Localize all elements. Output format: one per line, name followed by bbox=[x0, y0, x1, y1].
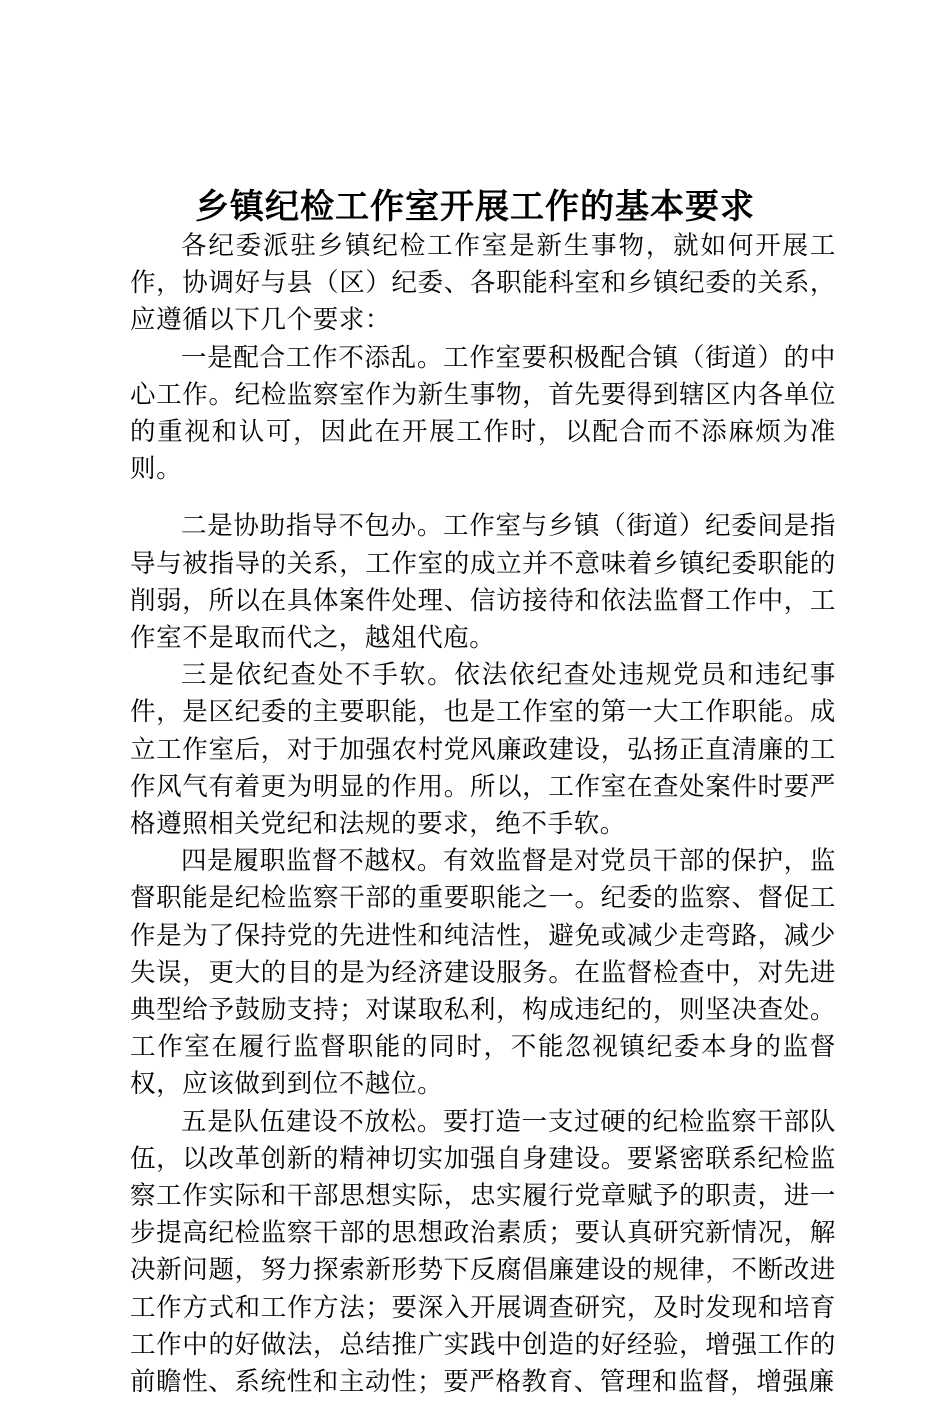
paragraph-requirement-2: 二是协助指导不包办。工作室与乡镇（街道）纪委间是指导与被指导的关系，工作室的成立并不意味着乡镇纪委职能的削弱，所以在具体案件处理、信访接待和依法监督工作中，工作室不是取而代之，越俎代庖。 bbox=[130, 511, 836, 654]
paragraph-requirement-4: 四是履职监督不越权。有效监督是对党员干部的保护，监督职能是纪检监察干部的重要职能之一。纪委的监察、督促工作是为了保持党的先进性和纯洁性，避免或减少走弯路，减少失误，更大的目的是为经济建设服务。在监督检查中，对先进典型给予鼓励支持；对谋取私利，构成违纪的，则坚决查处。工作室在履行监督职能的同时，不能忽视镇纪委本身的监督权，应该做到到位不越位。 bbox=[130, 846, 836, 1100]
document-title: 乡镇纪检工作室开展工作的基本要求 bbox=[195, 187, 755, 227]
paragraph-requirement-1: 一是配合工作不添乱。工作室要积极配合镇（街道）的中心工作。纪检监察室作为新生事物，首先要得到辖区内各单位的重视和认可，因此在开展工作时，以配合而不添麻烦为准则。 bbox=[130, 342, 836, 485]
paragraph-requirement-5: 五是队伍建设不放松。要打造一支过硬的纪检监察干部队伍，以改革创新的精神切实加强自身建设。要紧密联系纪检监察工作实际和干部思想实际，忠实履行党章赋予的职责，进一步提高纪检监察干部的思想政治素质；要认真研究新情况，解决新问题，努力探索新形势下反腐倡廉建设的规律，不断改进工作方式和工作方法；要深入开展调查研究，及时发现和培育工作中的好做法，总结推广实践中创造的好经验，增强工作的前瞻性、系统性和主动性；要严格教育、管理和监督，增强廉 bbox=[130, 1106, 836, 1398]
paragraph-intro: 各纪委派驻乡镇纪检工作室是新生事物，就如何开展工作，协调好与县（区）纪委、各职能科室和乡镇纪委的关系，应遵循以下几个要求： bbox=[130, 231, 836, 336]
document-body bbox=[130, 228, 836, 1401]
paragraph-requirement-3: 三是依纪查处不手软。依法依纪查处违规党员和违纪事件，是区纪委的主要职能，也是工作室的第一大工作职能。成立工作室后，对于加强农村党风廉政建设，弘扬正直清廉的工作风气有着更为明显的作用。所以，工作室在查处案件时要严格遵照相关党纪和法规的要求，绝不手软。 bbox=[130, 660, 836, 840]
